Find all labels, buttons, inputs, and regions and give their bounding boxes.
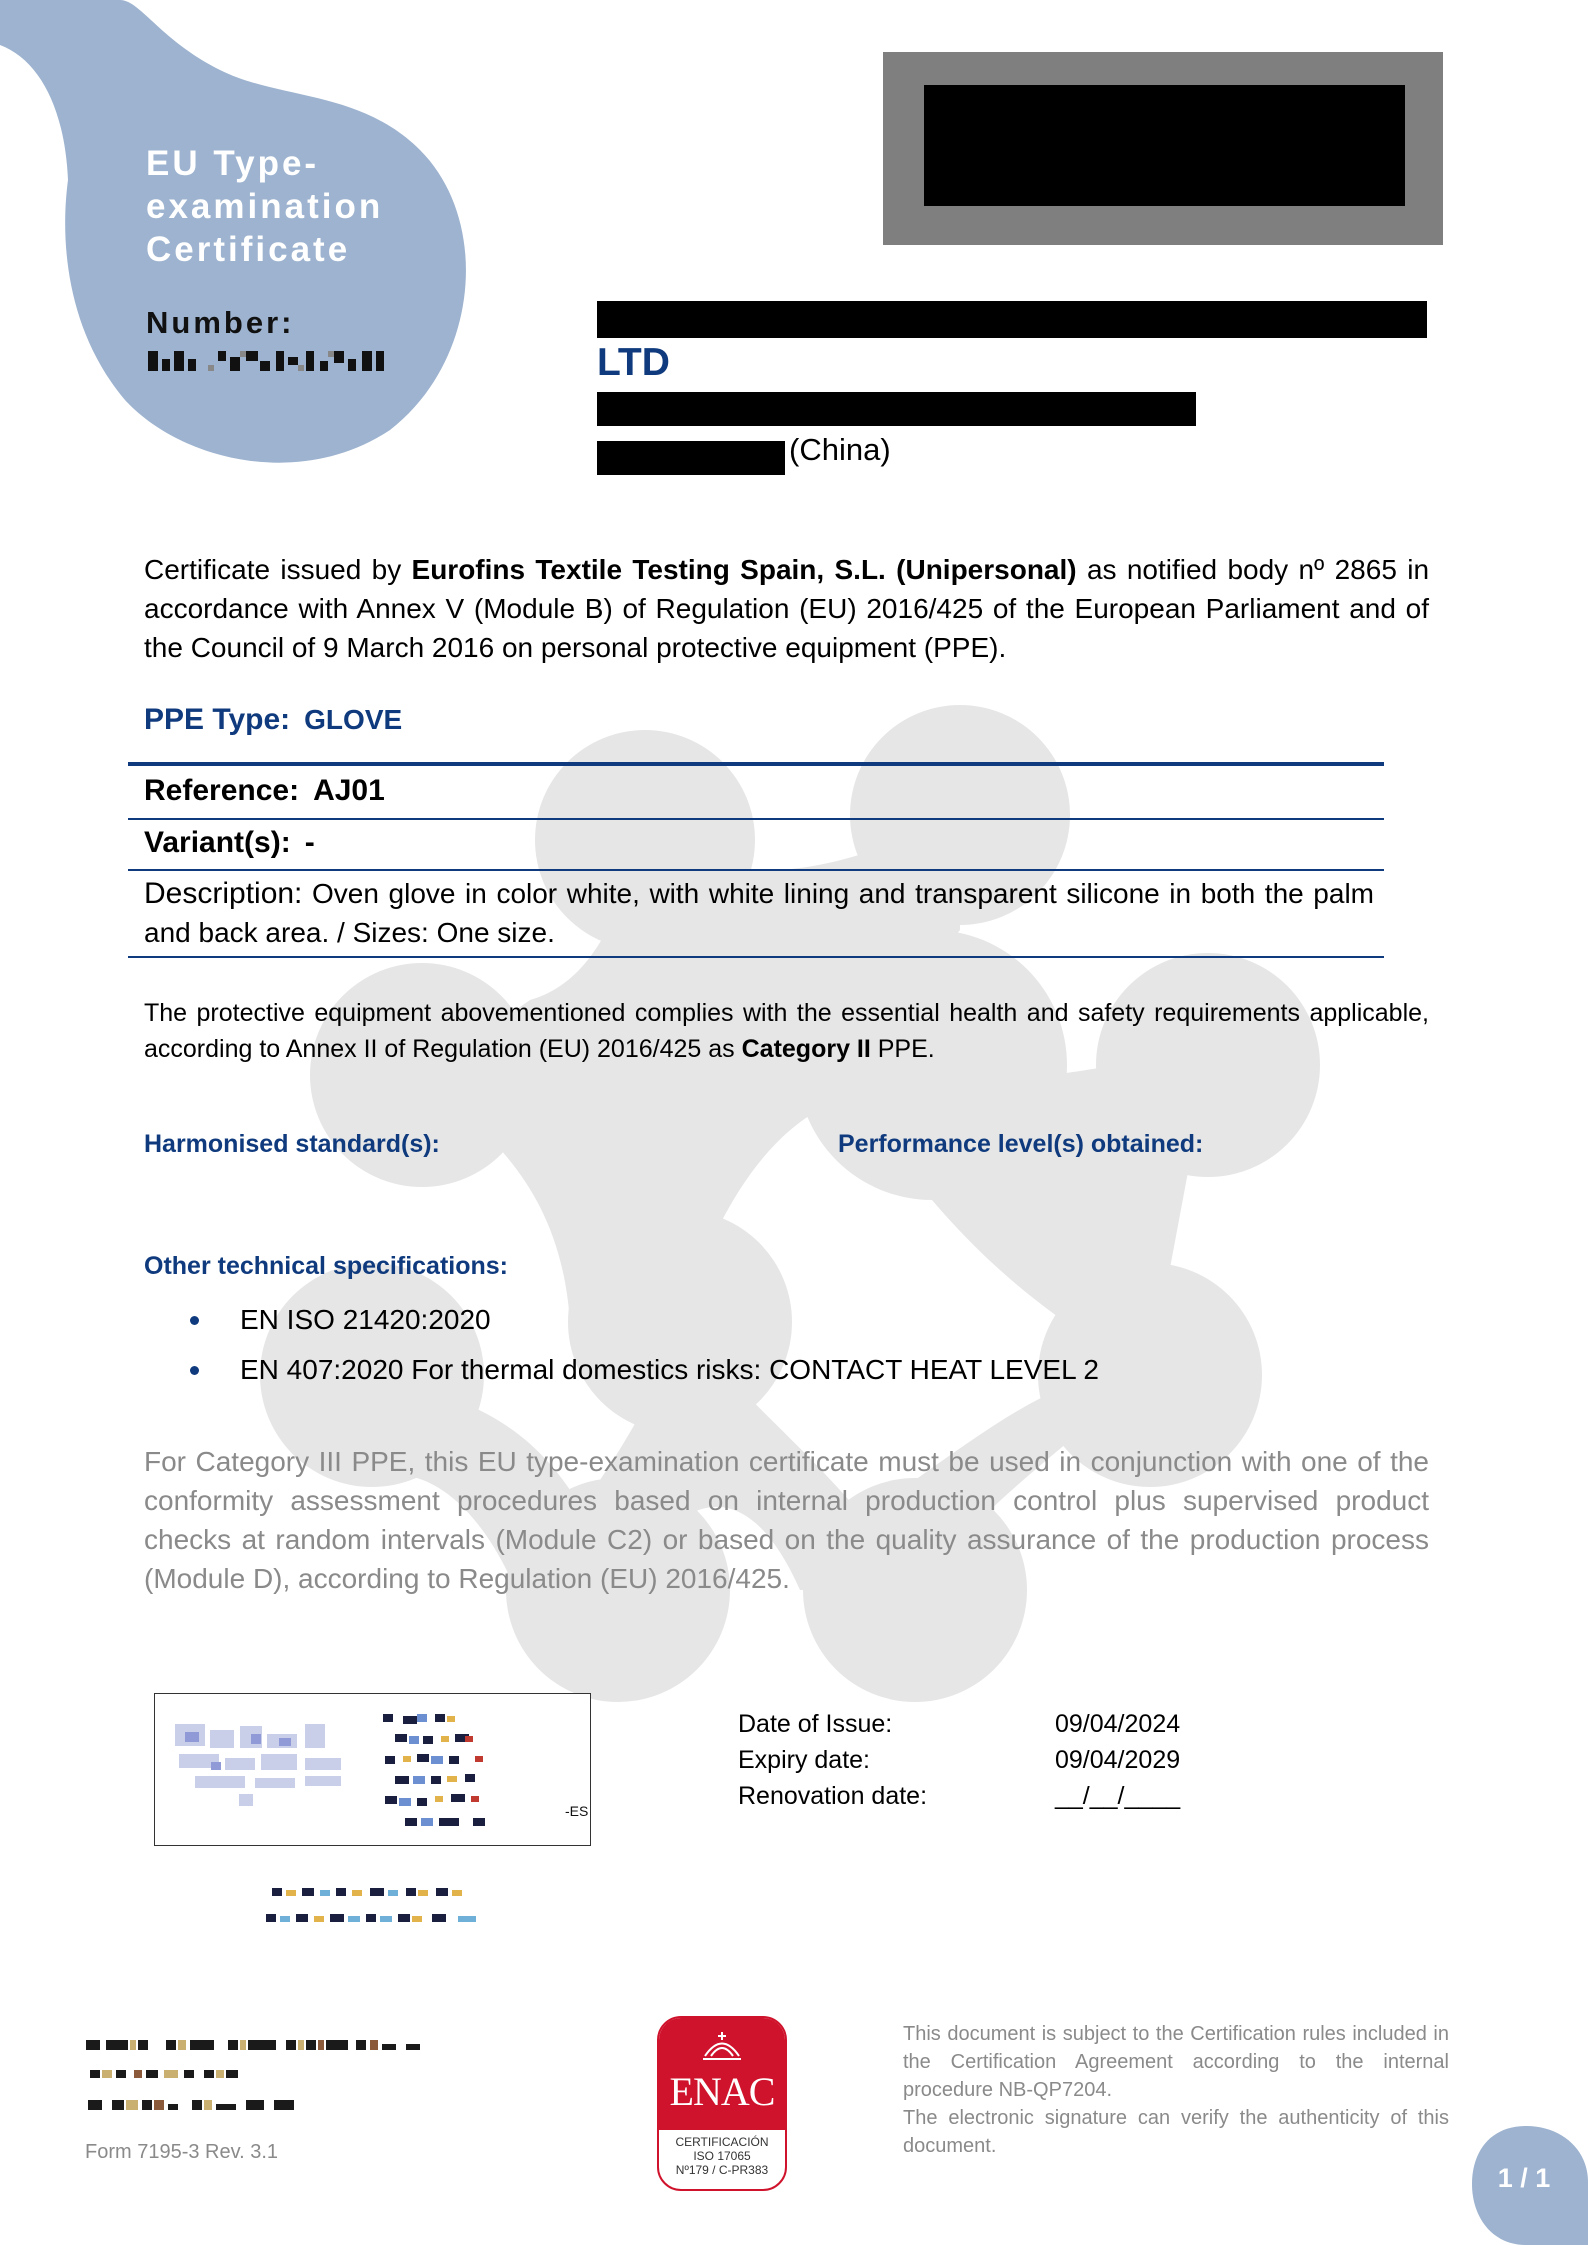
compliance-statement: The protective equipment abovementioned complies with the essential health and safety requirements applicable, according to Annex II of Regulation (EU) 2016/425 as Category II PPE.	[144, 999, 1429, 1063]
list-item: EN 407:2020 For thermal domestics risks: CONTACT HEAT LEVEL 2	[190, 1345, 1099, 1395]
ppe-type: PPE Type: GLOVE	[144, 703, 403, 736]
enac-accreditation-badge	[657, 2016, 787, 2191]
description-row: Description: Oven glove in color white, with white lining and transparent silicone in both the palm and back area. / Sizes: One size.	[144, 877, 1374, 948]
enac-line-1: CERTIFICACIÓN	[675, 2135, 769, 2149]
enac-line-2: ISO 17065	[693, 2149, 751, 2163]
company-name-redaction	[597, 301, 1427, 338]
performance-levels-heading: Performance level(s) obtained:	[838, 1130, 1204, 1158]
other-specs-heading: Other technical specifications:	[144, 1252, 508, 1280]
category-value: Category II	[741, 1035, 871, 1063]
reference-value: AJ01	[313, 774, 385, 807]
page-number: 1 / 1	[1497, 2163, 1551, 2193]
divider-thin	[128, 956, 1384, 958]
signer-name-redacted	[262, 1884, 494, 1936]
logo-redaction	[924, 85, 1405, 206]
city-redaction	[597, 441, 785, 475]
renovation-date-value: __/__/____	[1055, 1782, 1181, 1810]
form-reference: Form 7195-3 Rev. 3.1	[85, 2141, 279, 2163]
electronic-signature-box	[154, 1693, 591, 1846]
number-label: Number:	[146, 305, 295, 340]
issue-date-row: Date of Issue: 09/04/2024	[738, 1706, 1180, 1742]
reference-row: Reference: AJ01	[144, 774, 385, 807]
renovation-date-row: Renovation date: __/__/____	[738, 1778, 1180, 1814]
expiry-date-row: Expiry date: 09/04/2029	[738, 1742, 1180, 1778]
bullet-icon	[190, 1366, 199, 1375]
bullet-icon	[190, 1316, 199, 1325]
divider-thin	[128, 818, 1384, 820]
category-three-note: For Category III PPE, this EU type-examination certificate must be used in conjunction with one of the conformity assessment procedures based on internal production control plus supervised product checks at random intervals (Module C2) or based on the quality assurance of the production process (Module D), according to Regulation (EU) 2016/425.	[144, 1446, 1429, 1594]
stamp-suffix: -ES	[565, 1803, 589, 1819]
enac-wordmark: ENAC	[669, 2069, 775, 2114]
certificate-dates	[738, 1706, 1180, 1814]
spec-list	[190, 1295, 1099, 1395]
notified-body-name: Eurofins Textile Testing Spain, S.L. (Unipersonal)	[411, 554, 1077, 585]
crown-icon	[697, 2026, 747, 2066]
divider-thick	[128, 762, 1384, 766]
address-redaction	[597, 392, 1196, 426]
issuance-statement: Certificate issued by Eurofins Textile Testing Spain, S.L. (Unipersonal) as notified body nº 2865 in accordance with Annex V (Module B) of Regulation (EU) 2016/425 of the European Parliament and of the Council of 9 March 2016 on personal protective equipment (PPE).	[144, 554, 1430, 663]
certificate-title: EU Type- examination Certificate	[146, 144, 384, 269]
expiry-date-value: 09/04/2029	[1055, 1746, 1181, 1774]
issuer-address-redacted	[86, 2036, 518, 2120]
divider-thin	[128, 869, 1384, 871]
company-suffix: LTD	[597, 341, 670, 384]
list-item: EN ISO 21420:2020	[190, 1295, 1099, 1345]
certificate-number-redacted	[148, 347, 388, 375]
ppe-type-value: GLOVE	[304, 704, 403, 735]
signature-pixelated-image	[155, 1694, 591, 1846]
holder-country: (China)	[789, 432, 891, 467]
footer-note: This document is subject to the Certification rules included in the Certification Agreement according to the internal procedure NB-QP7204. The electronic signature can verify the authenticity of this document.	[903, 2023, 1449, 2157]
harmonised-standards-heading: Harmonised standard(s):	[144, 1130, 440, 1158]
issue-date-value: 09/04/2024	[1055, 1710, 1181, 1738]
variants-row: Variant(s): -	[144, 826, 315, 859]
description-value: Oven glove in color white, with white lining and transparent silicone in both the palm and back area. / Sizes: One size.	[144, 878, 1374, 948]
enac-line-3: Nº179 / C-PR383	[675, 2163, 769, 2177]
variants-value: -	[304, 826, 315, 859]
applicant-logo-redacted	[883, 52, 1443, 245]
